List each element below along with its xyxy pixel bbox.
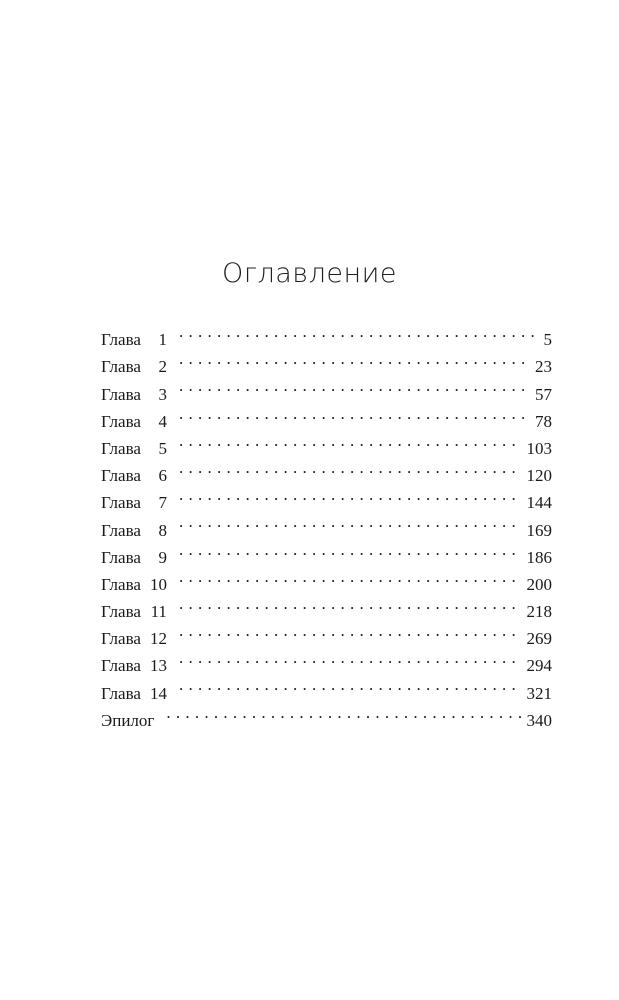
toc-entry-label: Глава 8 [101,517,167,544]
toc-entry-number: 9 [158,547,167,567]
toc-entry-page: 57 [535,384,552,404]
toc-dot-leader [179,427,521,454]
toc-entry [101,617,552,649]
toc-entry-page: 23 [535,357,552,377]
toc-entry-label: Глава 11 [101,598,167,625]
toc-entry-page: 186 [526,547,552,567]
toc-entry-label: Глава 5 [101,435,167,462]
toc-dot-leader [179,481,521,508]
toc-entry-number: 14 [149,683,167,703]
toc-entry-number: 10 [149,574,167,594]
toc-entry [101,345,552,377]
toc-entry [101,644,552,676]
toc-entry-page: 78 [535,411,552,431]
toc-entry [101,699,552,730]
toc-entry-number: 7 [158,493,167,513]
toc-entry-label: Глава 7 [101,489,167,516]
toc-dot-leader [179,563,521,590]
toc-entry-page: 120 [526,466,552,486]
toc-entry-page: 169 [526,520,552,540]
toc-entry [101,671,552,703]
toc-entry-label: Глава 14 [101,680,167,707]
toc-entry-number: 2 [158,357,167,377]
toc-entry-number: 3 [158,384,167,404]
toc-entry-label: Глава 1 [101,326,167,353]
toc-entry [101,372,552,404]
toc-dot-leader [179,454,521,481]
toc-entry-page: 218 [526,602,552,622]
toc-entry-page: 340 [526,710,552,730]
toc-entry-number: 8 [158,520,167,540]
toc-dot-leader [179,590,521,617]
toc-dot-leader [179,372,529,399]
toc-entry-label: Глава 10 [101,571,167,598]
toc-entry [101,481,552,513]
toc-entry [101,454,552,486]
toc-entry-page: 5 [543,330,552,350]
toc-entry-number: 1 [158,330,167,350]
toc-entry [101,508,552,540]
toc-entry-number: 6 [158,466,167,486]
toc-dot-leader [179,617,521,644]
toc-entry-page: 321 [526,683,552,703]
toc-entry-page: 144 [526,493,552,513]
toc-entry-label: Глава 4 [101,408,167,435]
toc-entry [101,536,552,567]
toc-entry-page: 269 [526,629,552,649]
toc-entry-page: 294 [526,656,552,676]
toc-entry-number: 11 [150,602,167,622]
toc-entry-label: Эпилог [101,710,155,730]
toc-dot-leader [179,644,521,671]
toc-dot-leader [179,536,521,563]
toc-entry-page: 200 [526,574,552,594]
toc-dot-leader [179,400,529,427]
toc-list [101,318,552,730]
toc-entry [101,590,552,622]
toc-entry-number: 4 [158,411,167,431]
toc-entry-number: 12 [149,629,167,649]
toc-dot-leader [179,345,529,372]
toc-entry [101,318,552,350]
toc-dot-leader [179,508,521,535]
toc-entry-number: 13 [149,656,167,676]
toc-entry [101,563,552,594]
toc-dot-leader [166,699,520,726]
toc-entry-label: Глава 3 [101,381,167,408]
toc-entry-number: 5 [158,438,167,458]
toc-entry-page: 103 [526,438,552,458]
toc-dot-leader [179,318,538,345]
toc-entry-label: Глава 12 [101,625,167,652]
toc-title: Оглавление [221,258,398,289]
toc-entry [101,400,552,431]
toc-dot-leader [179,671,521,698]
toc-entry-label: Глава 13 [101,652,167,679]
toc-entry-label: Глава 9 [101,544,167,571]
toc-entry-label: Глава 2 [101,353,167,380]
toc-entry [101,427,552,458]
toc-entry-label: Глава 6 [101,462,167,489]
